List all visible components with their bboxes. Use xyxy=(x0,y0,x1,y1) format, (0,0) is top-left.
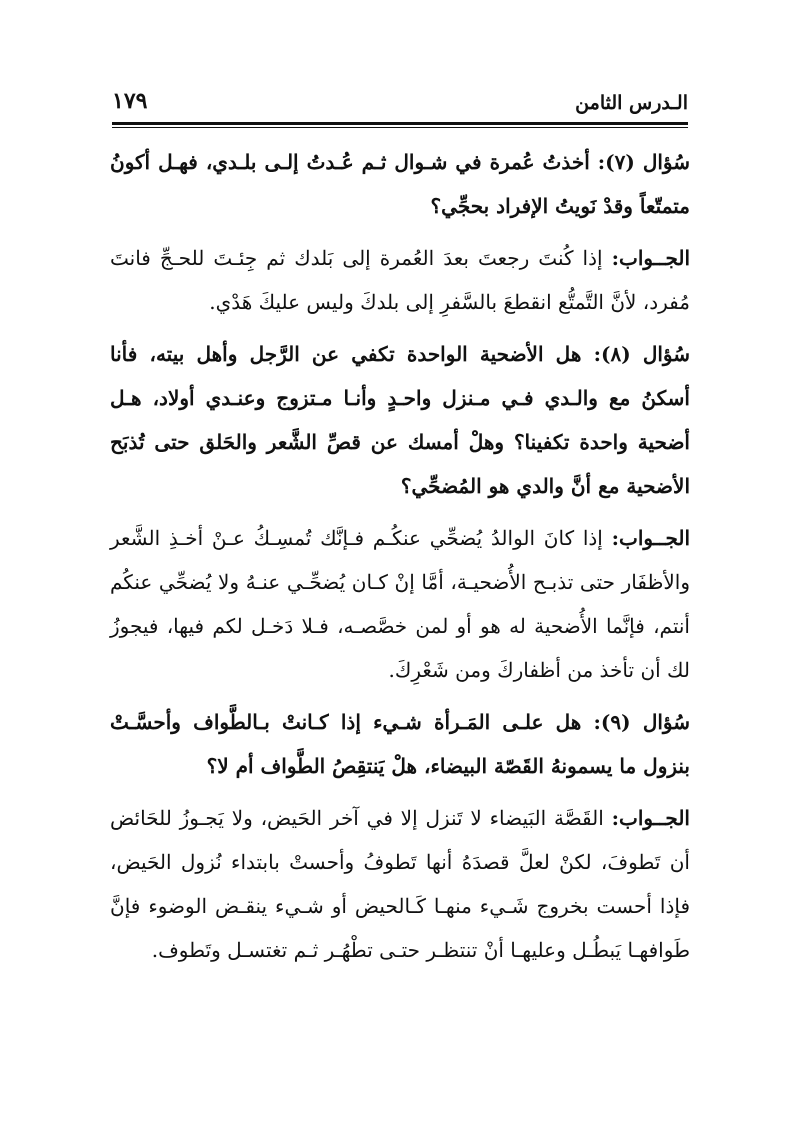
answer-label: الجــواب: xyxy=(611,526,691,550)
answer-8 xyxy=(110,516,690,692)
answer-text: إذا كانَ الوالدُ يُضحِّي عنكُـم فـإنَّك تُمسِـكُ عـنْ أخـذِ الشَّعر والأظفَار حتى تذبـح الأُضحيـة، أمَّا إنْ كـان يُضحِّـي عنـهُ ولا يُضحِّي عنكُم أنتم، فإنَّما الأُضحية له هو أو لمن خصَّصـه، فـلا دَخـل لكم فيها، فيجوزُ لك أن تأخذ من أظفاركَ ومن شَعْرِكَ. xyxy=(110,526,690,682)
lesson-title: الـدرس الثامن xyxy=(575,92,688,114)
answer-label: الجــواب: xyxy=(611,806,690,830)
question-text: هل علـى المَـرأة شـيء إذا كـانتْ بـالطَّواف وأحسَّـتْ بنزول ما يسمونهُ القَصّة البيضاء، هلْ يَنتقِصُ الطَّواف أم لا؟ xyxy=(110,710,690,778)
answer-9 xyxy=(110,796,690,972)
question-text: هل الأضحية الواحدة تكفي عن الرَّجل وأهل بيته، فأنا أسكنُ مع والـدي فـي مـنزل واحـدٍ وأنـا مـتزوج وعنـدي أولاد، هـل أضحية واحدة تكفينا؟ وهلْ أمسك عن قصِّ الشَّعر والحَلق حتى تُذبَح الأضحية مع أنَّ والدي هو المُضحِّي؟ xyxy=(110,342,690,498)
question-text: أخذتُ عُمرة في شـوال ثـم عُـدتُ إلـى بلـدي، فهـل أكونُ متمتّعاً وقدْ نَويتُ الإفراد بحجِّي؟ xyxy=(110,150,690,218)
question-label: سُؤال (٧): xyxy=(597,150,690,174)
header-rule-thick xyxy=(112,122,688,125)
question-label: سُؤال (٨): xyxy=(593,342,691,366)
answer-7 xyxy=(110,236,690,324)
running-header xyxy=(112,88,688,122)
question-7 xyxy=(110,140,690,228)
answer-label: الجــواب: xyxy=(611,246,691,270)
question-9 xyxy=(110,700,690,788)
answer-text: القَصَّة البَيضاء لا تَنزل إلا في آخر الحَيض، ولا يَجـوزُ للحَائض أن تَطوفَ، لكنْ لعلَّ قصدَهُ أنها تَطوفُ وأحستْ بابتداء نُزول الحَيض، فإذا أحست بخروج شَـيء منهـا كَـالحيض أو شـيء ينقـض الوضوء فإنَّ طَوافهـا يَبطُـل وعليهـا أنْ تنتظـر حتـى تطْهُـر ثـم تغتسـل وتَطوف. xyxy=(110,806,690,962)
question-label: سُؤال (٩): xyxy=(593,710,691,734)
page-number: ١٧٩ xyxy=(112,88,148,114)
header-rule-thin xyxy=(112,127,688,128)
question-8 xyxy=(110,332,690,508)
body-text xyxy=(110,140,690,980)
answer-text: إذا كُنتَ رجعتَ بعدَ العُمرة إلى بَلدك ثم جِئـتَ للحـجِّ فانتَ مُفرد، لأنَّ التَّمتُّع انقطعَ بالسَّفرِ إلى بلدكَ وليس عليكَ هَدْي. xyxy=(110,246,690,314)
